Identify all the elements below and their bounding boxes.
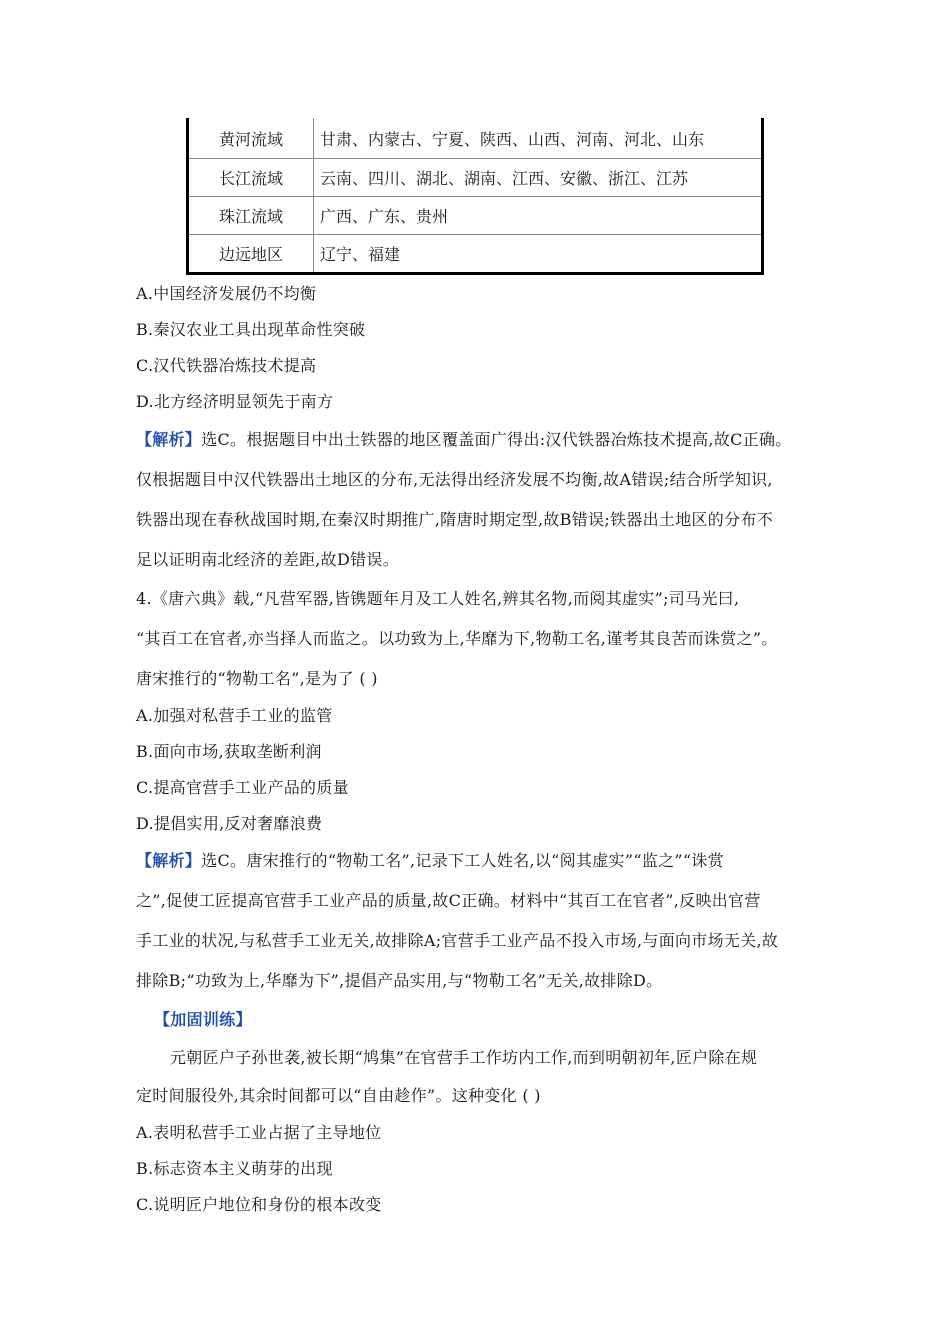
q4-analysis-line: 手工业的状况,与私营手工业无关,故排除A;官营手工业产品不投入市场,与面向市场无关,故 [136, 931, 779, 950]
q4-option-c: C.提高官营手工业产品的质量 [136, 778, 349, 797]
reinforce-stem-line: 元朝匠户子孙世袭,被长期“鸠集”在官营手工作坊内工作,而到明朝初年,匠户除在规 [170, 1048, 758, 1067]
q4-stem-line: 4.《唐六典》载,“凡营军器,皆镌题年月及工人姓名,辨其名物,而阅其虚实”;司马光曰, [136, 589, 740, 608]
table-row [188, 235, 763, 274]
q4-analysis-line: 【解析】选C。唐宋推行的“物勒工名”,记录下工人姓名,以“阅其虚实”“监之”“诛赏 [136, 851, 724, 870]
q3-option-d: D.北方经济明显领先于南方 [136, 392, 334, 411]
region-provinces: 云南、四川、湖北、湖南、江西、安徽、浙江、江苏 [314, 159, 763, 197]
reinforce-option-a: A.表明私营手工业占据了主导地位 [136, 1123, 382, 1142]
q4-stem-line: “其百工在官者,亦当择人而监之。以功致为上,华靡为下,物勒工名,谨考其良苦而诛赏之”。 [136, 629, 778, 648]
q4-stem-line: 唐宋推行的“物勒工名”,是为了 ( ) [136, 669, 378, 688]
q3-option-b: B.秦汉农业工具出现革命性突破 [136, 320, 366, 339]
region-name: 长江流域 [188, 159, 314, 197]
analysis-tag: 【解析】 [136, 430, 202, 449]
region-name: 珠江流域 [188, 197, 314, 235]
region-provinces: 甘肃、内蒙古、宁夏、陕西、山西、河南、河北、山东 [320, 129, 705, 149]
q4-option-b: B.面向市场,获取垄断利润 [136, 742, 322, 761]
analysis-tag: 【解析】 [136, 851, 202, 870]
q4-analysis-line: 排除B;“功致为上,华靡为下”,提倡产品实用,与“物勒工名”无关,故排除D。 [136, 971, 663, 990]
reinforce-stem-line: 定时间服役外,其余时间都可以“自由趁作”。这种变化 ( ) [136, 1086, 541, 1105]
q3-option-a: A.中国经济发展仍不均衡 [136, 284, 317, 303]
q4-analysis-line: 之”,促使工匠提高官营手工业产品的质量,故C正确。材料中“其百工在官者”,反映出官营 [136, 891, 761, 910]
region-provinces: 广西、广东、贵州 [314, 197, 763, 235]
q3-analysis-line: 足以证明南北经济的差距,故D错误。 [136, 550, 400, 569]
region-name: 边远地区 [188, 235, 314, 274]
q4-option-a: A.加强对私营手工业的监管 [136, 706, 333, 725]
q4-option-d: D.提倡实用,反对奢靡浪费 [136, 814, 323, 833]
q3-analysis-line: 仅根据题目中汉代铁器出土地区的分布,无法得出经济发展不均衡,故A错误;结合所学知识, [136, 470, 773, 489]
table-row [188, 159, 763, 197]
region-name: 黄河流域 [188, 118, 314, 159]
reinforce-option-c: C.说明匠户地位和身份的根本改变 [136, 1195, 382, 1214]
reinforce-option-b: B.标志资本主义萌芽的出现 [136, 1159, 333, 1178]
q3-option-c: C.汉代铁器冶炼技术提高 [136, 356, 317, 375]
region-provinces: 辽宁、福建 [314, 235, 763, 274]
region-table [186, 118, 764, 275]
q3-analysis-line: 铁器出现在春秋战国时期,在秦汉时期推广,隋唐时期定型,故B错误;铁器出土地区的分布不 [136, 510, 774, 529]
q3-analysis-line: 【解析】选C。根据题目中出土铁器的地区覆盖面广得出:汉代铁器冶炼技术提高,故C正确。 [136, 430, 792, 449]
table-row [188, 118, 763, 159]
table-row [188, 197, 763, 235]
reinforce-tag: 【加固训练】 [154, 1010, 252, 1029]
